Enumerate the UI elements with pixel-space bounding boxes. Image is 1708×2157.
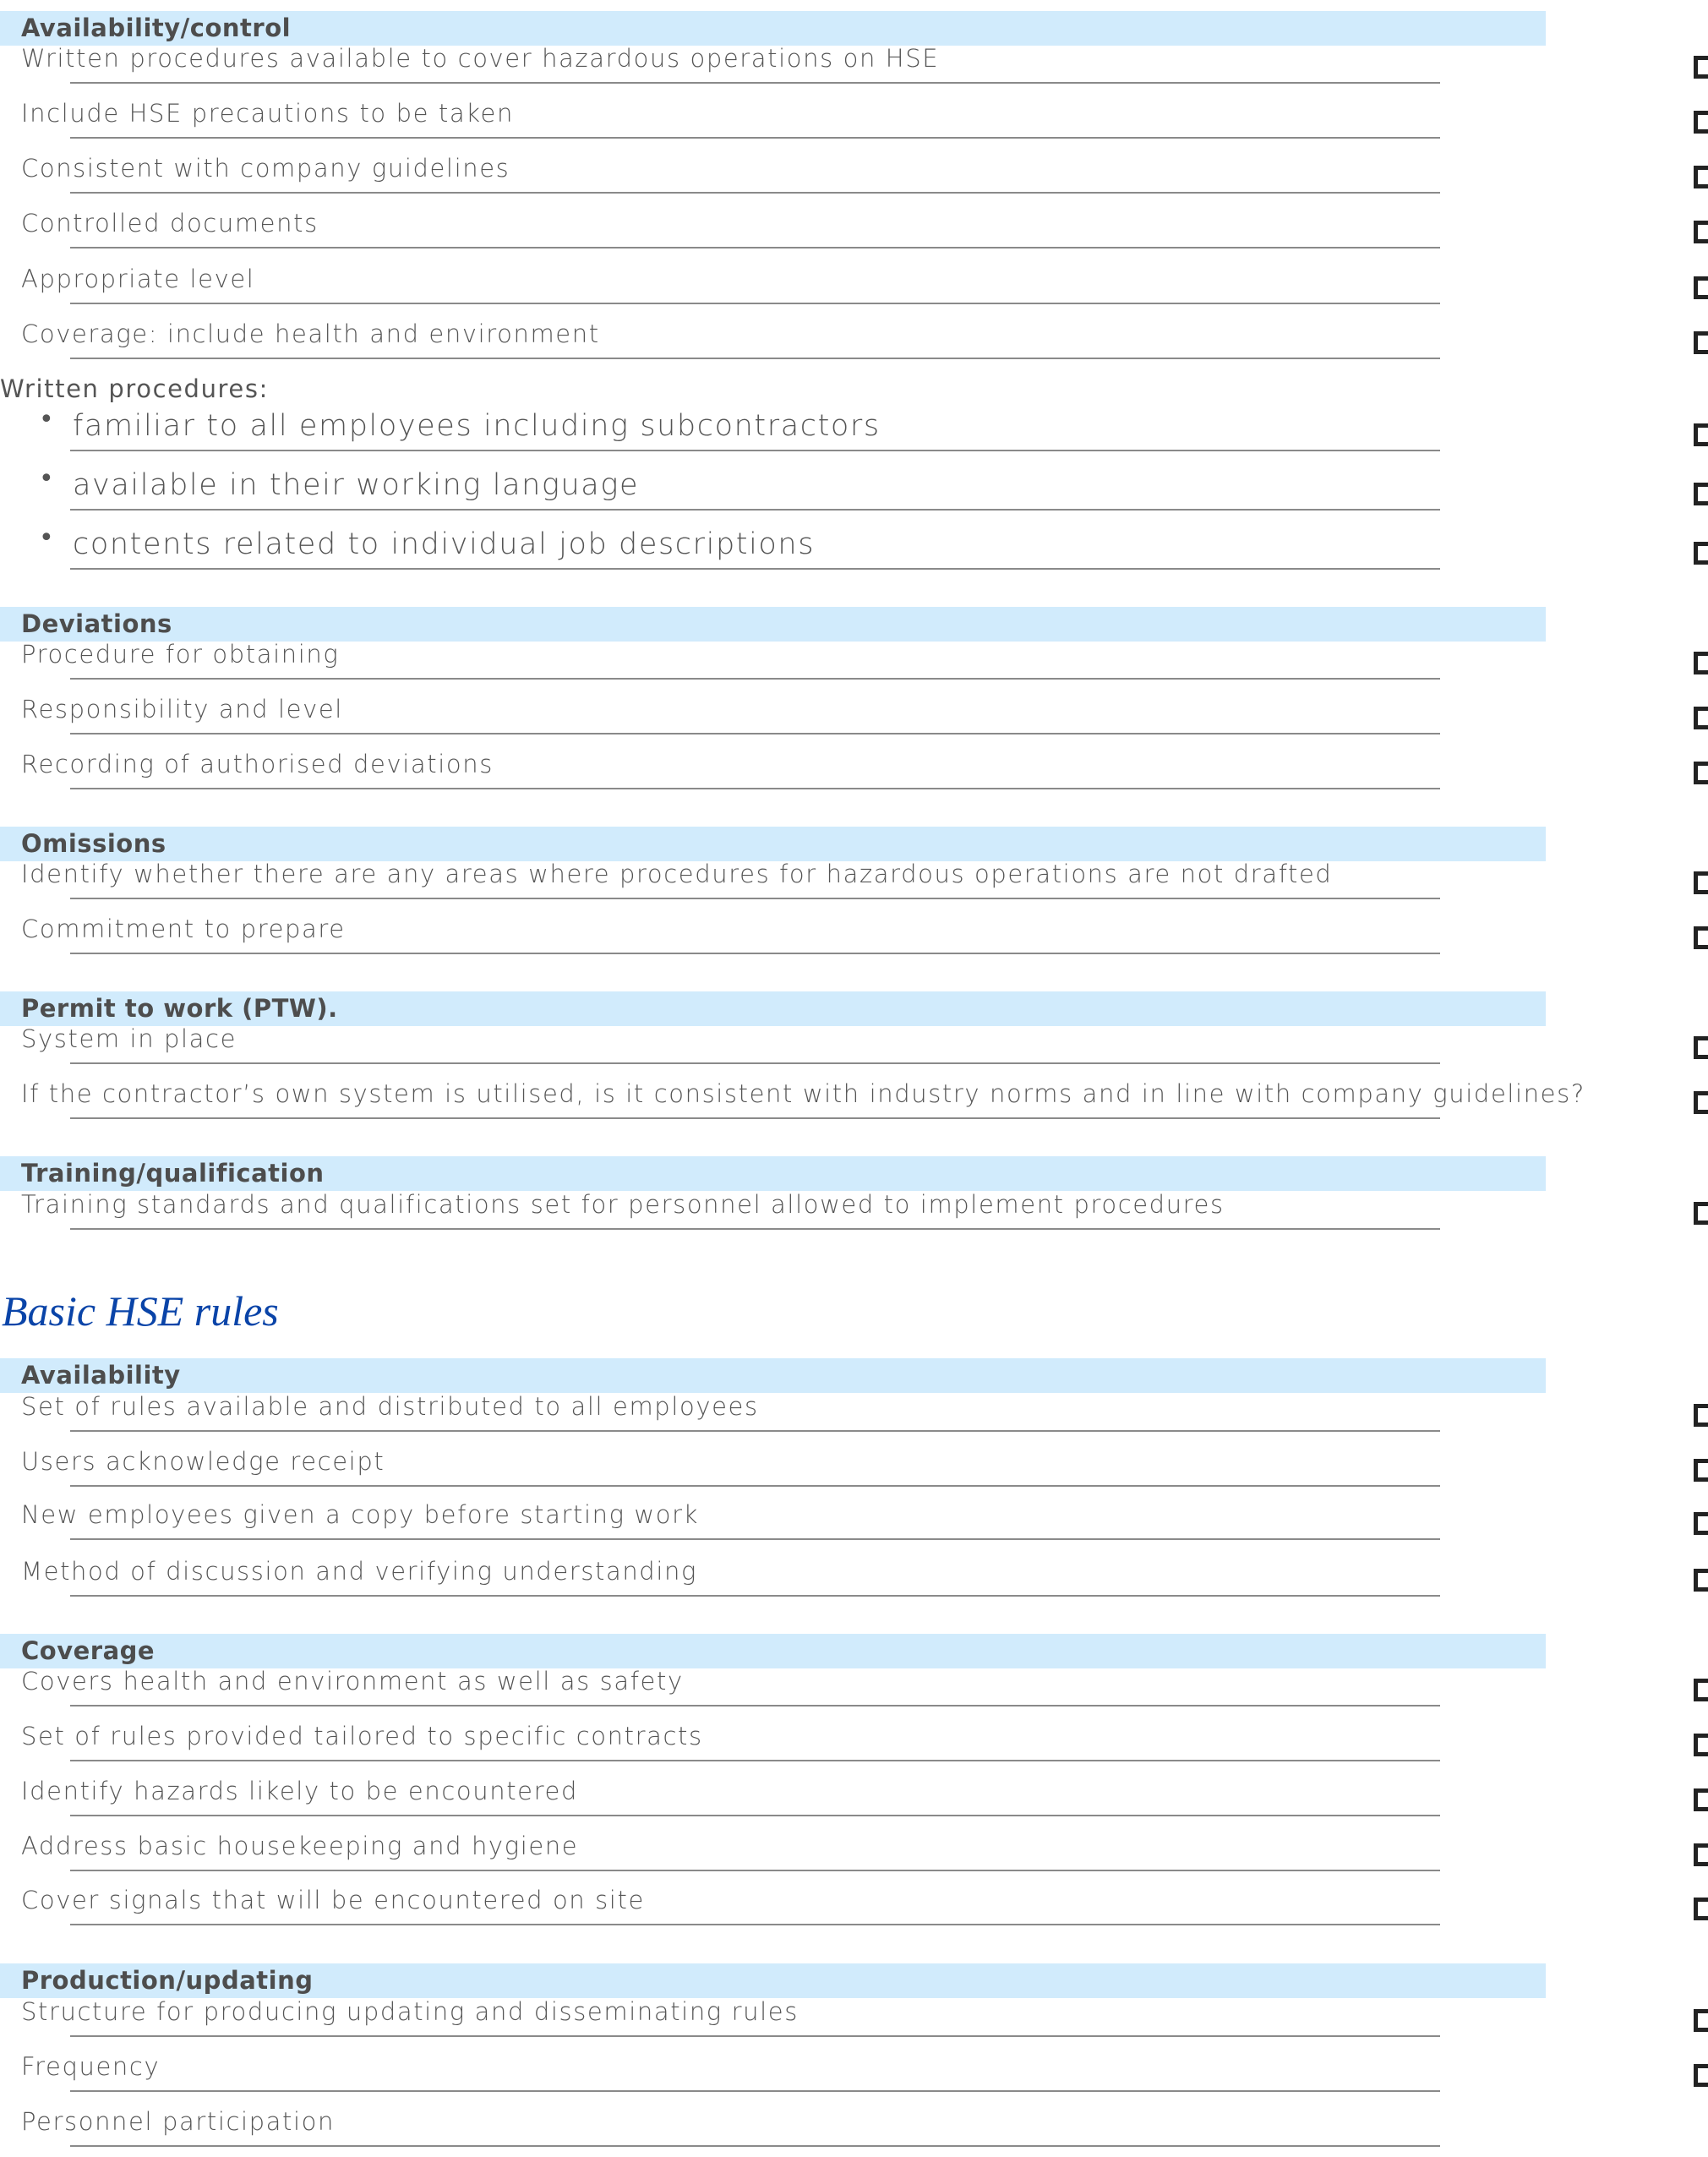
checklist-item (0, 401, 1708, 451)
answer-line[interactable] (70, 1870, 1440, 1871)
item-label: Cover signals that will be encountered on site (21, 1886, 645, 1914)
checkbox[interactable] (1694, 276, 1708, 299)
answer-line[interactable] (70, 1538, 1440, 1540)
answer-line[interactable] (70, 192, 1440, 194)
checkbox[interactable] (1694, 871, 1708, 894)
checklist-item (0, 629, 1708, 680)
sub-label: Written procedures: (0, 374, 269, 403)
answer-line[interactable] (70, 1228, 1440, 1230)
bullet-icon: • (39, 523, 54, 553)
item-label: available in their working language (73, 468, 640, 502)
answer-line[interactable] (70, 2145, 1440, 2147)
checkbox[interactable] (1694, 1404, 1708, 1427)
checklist-item (0, 1711, 1708, 1761)
item-label: Commitment to prepare (21, 915, 346, 943)
answer-line[interactable] (70, 509, 1440, 511)
answer-line[interactable] (70, 733, 1440, 734)
item-label: Identify whether there are any areas where procedures for hazardous operations are not drafted (21, 860, 1333, 888)
item-label: Covers health and environment as well as safety (21, 1667, 684, 1696)
checkbox[interactable] (1694, 221, 1708, 243)
checkbox[interactable] (1694, 1898, 1708, 1920)
item-label: Frequency (21, 2052, 161, 2081)
checkbox[interactable] (1694, 1459, 1708, 1482)
answer-line[interactable] (70, 1430, 1440, 1432)
item-label: If the contractor’s own system is utilised, is it consistent with industry norms and in line with company guidelines? (21, 1079, 1585, 1108)
checklist-item (0, 519, 1708, 570)
checklist-item (0, 1546, 1708, 1597)
item-label: Appropriate level (21, 265, 255, 293)
checklist-item (0, 254, 1708, 304)
item-label: Personnel participation (21, 2107, 336, 2136)
checklist-item (0, 849, 1708, 899)
checklist-item (0, 1986, 1708, 2037)
checklist-item (0, 1821, 1708, 1871)
checklist-item (0, 1381, 1708, 1432)
checklist-item (0, 904, 1708, 954)
answer-line[interactable] (70, 1062, 1440, 1064)
checkbox[interactable] (1694, 652, 1708, 674)
section-header-label: Availability/control (21, 14, 292, 42)
section-title: Basic HSE rules (2, 1287, 279, 1335)
checklist-item (0, 684, 1708, 734)
answer-line[interactable] (70, 358, 1440, 359)
item-label: Recording of authorised deviations (21, 750, 494, 778)
item-label: Written procedures available to cover hazardous operations on HSE (21, 44, 940, 73)
checkbox[interactable] (1694, 1679, 1708, 1701)
checklist-item (0, 1489, 1708, 1540)
checkbox[interactable] (1694, 926, 1708, 949)
answer-line[interactable] (70, 788, 1440, 789)
answer-line[interactable] (70, 568, 1440, 570)
answer-line[interactable] (70, 1760, 1440, 1761)
checkbox[interactable] (1694, 1569, 1708, 1592)
answer-line[interactable] (70, 303, 1440, 304)
section-header-label: Training/qualification (21, 1159, 325, 1188)
checkbox[interactable] (1694, 1843, 1708, 1866)
checklist-item (0, 1068, 1708, 1119)
answer-line[interactable] (70, 953, 1440, 954)
item-label: System in place (21, 1024, 237, 1053)
item-label: Users acknowledge receipt (21, 1447, 385, 1476)
section-header-label: Production/updating (21, 1966, 314, 1995)
checklist-item (0, 143, 1708, 194)
checklist-item (0, 460, 1708, 511)
checkbox[interactable] (1694, 1036, 1708, 1059)
item-label: Consistent with company guidelines (21, 154, 510, 183)
item-label: Include HSE precautions to be taken (21, 99, 514, 128)
answer-line[interactable] (70, 898, 1440, 899)
checkbox[interactable] (1694, 1734, 1708, 1756)
checkbox[interactable] (1694, 483, 1708, 505)
checkbox[interactable] (1694, 1512, 1708, 1535)
answer-line[interactable] (70, 1705, 1440, 1706)
checklist-item (0, 739, 1708, 789)
checklist-item (0, 33, 1708, 84)
checklist-item (0, 198, 1708, 248)
checklist-item (0, 1875, 1708, 1925)
checkbox[interactable] (1694, 1202, 1708, 1225)
item-label: Structure for producing updating and disseminating rules (21, 1997, 799, 2026)
checklist-item (0, 1179, 1708, 1230)
answer-line[interactable] (70, 2090, 1440, 2092)
checklist-item (0, 1766, 1708, 1816)
checkbox[interactable] (1694, 331, 1708, 354)
item-label: Identify hazards likely to be encountered (21, 1777, 578, 1805)
section-header-label: Availability (21, 1361, 181, 1390)
item-label: Controlled documents (21, 209, 319, 238)
checkbox[interactable] (1694, 111, 1708, 134)
checkbox[interactable] (1694, 423, 1708, 446)
answer-line[interactable] (70, 450, 1440, 451)
answer-line[interactable] (70, 137, 1440, 139)
checkbox[interactable] (1694, 1091, 1708, 1114)
answer-line[interactable] (70, 1595, 1440, 1597)
bullet-icon: • (39, 405, 54, 434)
item-label: Responsibility and level (21, 695, 343, 724)
checklist-item (0, 1656, 1708, 1706)
item-label: Procedure for obtaining (21, 640, 340, 669)
checklist-item (0, 1013, 1708, 1064)
checkbox[interactable] (1694, 2064, 1708, 2087)
section-header-label: Deviations (21, 609, 172, 638)
section-header-label: Permit to work (PTW). (21, 994, 338, 1023)
checklist-item (0, 2041, 1708, 2092)
checkbox[interactable] (1694, 707, 1708, 729)
item-label: Set of rules provided tailored to specific contracts (21, 1722, 703, 1750)
checkbox[interactable] (1694, 762, 1708, 784)
checklist-item (0, 309, 1708, 359)
answer-line[interactable] (70, 678, 1440, 680)
item-label: Coverage: include health and environment (21, 319, 600, 348)
item-label: familiar to all employees including subcontractors (73, 409, 881, 443)
checkbox[interactable] (1694, 2009, 1708, 2032)
item-label: Set of rules available and distributed to all employees (21, 1392, 759, 1421)
checklist-item (0, 2096, 1708, 2147)
answer-line[interactable] (70, 2035, 1440, 2037)
bullet-icon: • (39, 464, 54, 494)
answer-line[interactable] (70, 1485, 1440, 1487)
answer-line[interactable] (70, 82, 1440, 84)
checkbox[interactable] (1694, 1788, 1708, 1811)
checklist-item (0, 1436, 1708, 1487)
answer-line[interactable] (70, 247, 1440, 248)
item-label: Method of discussion and verifying understanding (21, 1557, 697, 1586)
answer-line[interactable] (70, 1117, 1440, 1119)
checklist-item (0, 88, 1708, 139)
answer-line[interactable] (70, 1815, 1440, 1816)
item-label: New employees given a copy before starting work (21, 1500, 699, 1529)
checkbox[interactable] (1694, 166, 1708, 188)
section-header-label: Omissions (21, 829, 166, 858)
checkbox[interactable] (1694, 56, 1708, 79)
item-label: contents related to individual job descriptions (73, 527, 816, 561)
answer-line[interactable] (70, 1924, 1440, 1925)
section-header-label: Coverage (21, 1636, 156, 1665)
item-label: Training standards and qualifications set for personnel allowed to implement procedures (21, 1190, 1225, 1219)
item-label: Address basic housekeeping and hygiene (21, 1832, 579, 1860)
checkbox[interactable] (1694, 542, 1708, 565)
